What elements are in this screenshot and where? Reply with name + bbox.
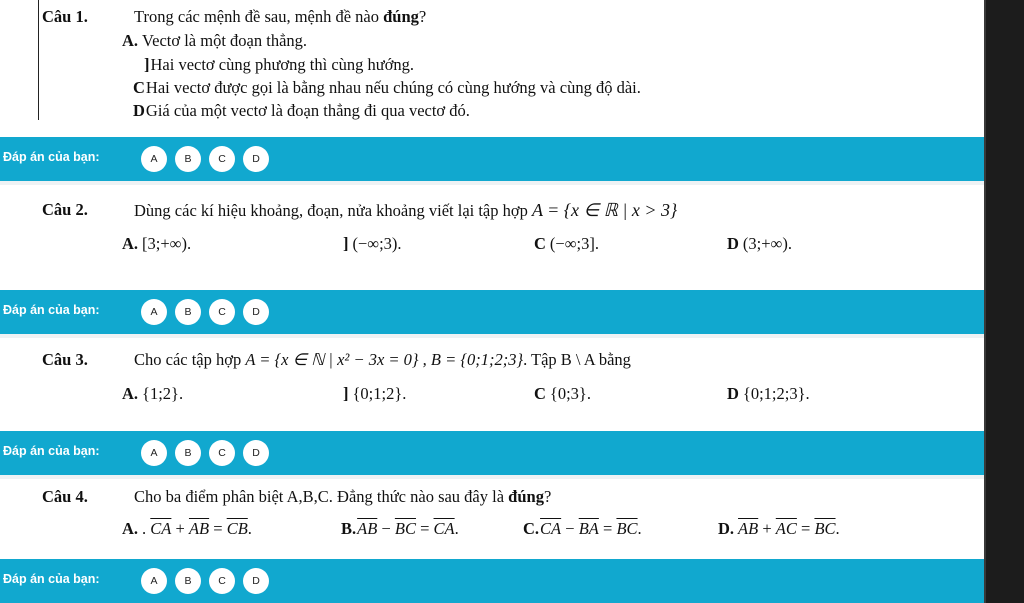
option-d: DGiá của một vectơ là đoạn thẳng đi qua vectơ đó. — [133, 101, 470, 120]
question-stem: Cho các tập hợp A = {x ∈ ℕ | x² − 3x = 0} , B = {0;1;2;3}. Tập B \ A bằng — [134, 350, 631, 369]
answer-d-button[interactable]: D — [243, 440, 269, 466]
answer-a-button[interactable]: A — [141, 146, 167, 172]
option-b: ] {0;1;2}. — [343, 384, 407, 403]
question-stem: Trong các mệnh đề sau, mệnh đề nào đúng? — [134, 7, 427, 26]
option-c: CHai vectơ được gọi là bằng nhau nếu chúng có cùng hướng và cùng độ dài. — [133, 78, 641, 97]
answer-d-button[interactable]: D — [243, 568, 269, 594]
option-b: ] (−∞;3). — [343, 234, 402, 253]
answer-a-button[interactable]: A — [141, 440, 167, 466]
option-d: D {0;1;2;3}. — [727, 384, 810, 403]
option-a: A. Vectơ là một đoạn thẳng. — [122, 31, 308, 50]
separator — [0, 181, 984, 185]
answer-label: Đáp án của bạn: — [3, 303, 100, 317]
answer-bar-2 — [0, 290, 984, 334]
answer-a-button[interactable]: A — [141, 568, 167, 594]
answer-c-button[interactable]: C — [209, 568, 235, 594]
question-number: Câu 3. — [42, 350, 88, 369]
option-c: $C.\overline{CA} - \overline{BA} = \overline{BC}$. — [523, 519, 642, 538]
answer-b-button[interactable]: B — [175, 440, 201, 466]
answer-c-button[interactable]: C — [209, 299, 235, 325]
question-number: Câu 1. — [42, 7, 88, 26]
answer-label: Đáp án của bạn: — [3, 572, 100, 586]
question-number: Câu 4. — [42, 487, 88, 506]
answer-bar-1 — [0, 137, 984, 181]
answer-a-button[interactable]: A — [141, 299, 167, 325]
window-edge — [984, 0, 986, 603]
option-d: D. $\overline{AB} + \overline{AC} = \overline{BC}$. — [718, 519, 840, 538]
separator — [0, 475, 984, 479]
option-a: A. {1;2}. — [122, 384, 184, 403]
option-c: C {0;3}. — [534, 384, 591, 403]
answer-b-button[interactable]: B — [175, 146, 201, 172]
option-b: $B.\overline{AB} - \overline{BC} = \overline{CA}$. — [341, 519, 459, 538]
question-stem: Dùng các kí hiệu khoảng, đoạn, nửa khoảng viết lại tập hợp A = {x ∈ ℝ | x > 3} — [134, 200, 678, 220]
margin-line — [38, 0, 39, 120]
separator — [0, 334, 984, 338]
answer-bar-3 — [0, 431, 984, 475]
question-number: Câu 2. — [42, 200, 88, 219]
answer-label: Đáp án của bạn: — [3, 444, 100, 458]
answer-b-button[interactable]: B — [175, 568, 201, 594]
answer-d-button[interactable]: D — [243, 299, 269, 325]
answer-d-button[interactable]: D — [243, 146, 269, 172]
answer-b-button[interactable]: B — [175, 299, 201, 325]
answer-label: Đáp án của bạn: — [3, 150, 100, 164]
option-a: A. . $\overline{CA} + \overline{AB} = \overline{CB}$. — [122, 519, 252, 538]
question-stem: Cho ba điểm phân biệt A,B,C. Đẳng thức nào sau đây là đúng? — [134, 487, 552, 506]
option-a: A. [3;+∞). — [122, 234, 192, 253]
option-d: D (3;+∞). — [727, 234, 792, 253]
answer-c-button[interactable]: C — [209, 440, 235, 466]
answer-bar-4 — [0, 559, 984, 603]
answer-c-button[interactable]: C — [209, 146, 235, 172]
option-c: C (−∞;3]. — [534, 234, 599, 253]
option-b: ]Hai vectơ cùng phương thì cùng hướng. — [144, 55, 415, 74]
